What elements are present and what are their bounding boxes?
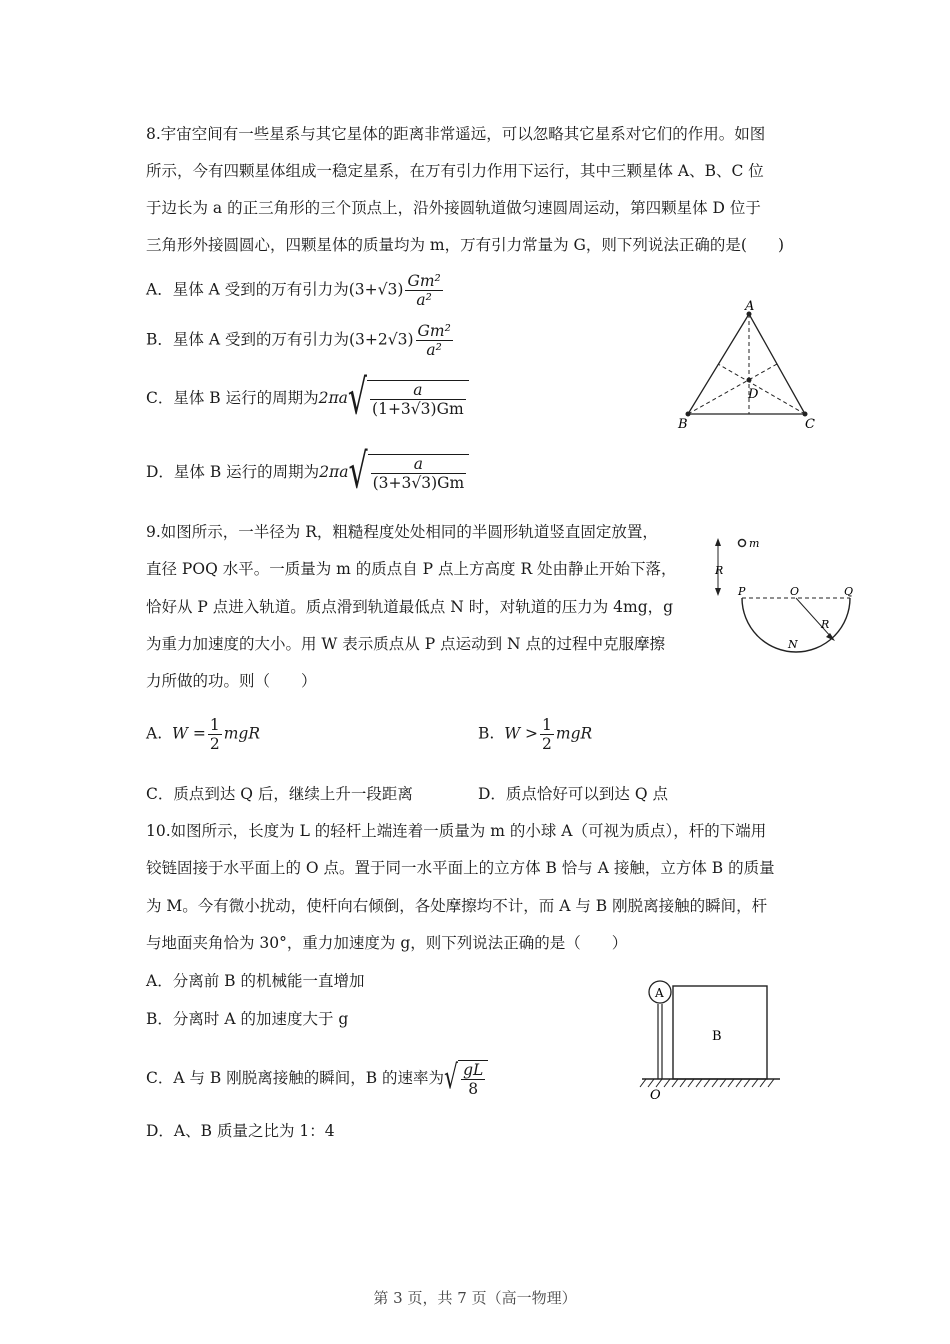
block-b-label: B	[712, 1029, 722, 1044]
ball-a-label: A	[655, 986, 664, 1000]
q8-option-c: C．星体 B 运行的周期为2πa√ $\frac{a}{(1+3√3)Gm}$	[146, 380, 469, 418]
q10-line-2: 铰链固接于水平面上的 O 点。置于同一水平面上的立方体 B 恰与 A 接触，立方体 B 的质量	[146, 859, 775, 877]
q9-option-a: A. W = $\frac{1}{2}$ mgR	[146, 716, 261, 753]
q10-line-1: 10.如图所示，长度为 L 的轻杆上端连着一质量为 m 的小球 A（可视为质点），杆的下端用	[146, 822, 767, 840]
q9-option-d: D．质点恰好可以到达 Q 点	[478, 785, 668, 803]
point-n-label: N	[788, 638, 798, 651]
pivot-o-label: O	[650, 1088, 661, 1103]
q9-line-4: 为重力加速度的大小。用 W 表示质点从 P 点运动到 N 点的过程中克服摩擦	[146, 635, 665, 653]
q9-line-2: 直径 POQ 水平。一质量为 m 的质点自 P 点上方高度 R 处由静止开始下落，	[146, 560, 677, 578]
q9-option-b: B. W > $\frac{1}{2}$ mgR	[478, 716, 593, 753]
point-q-label: Q	[844, 585, 854, 598]
mass-m-label: m	[749, 537, 760, 550]
q8-line-2: 所示，今有四颗星体组成一稳定星系，在万有引力作用下运行，其中三颗星体 A、B、C 位	[146, 162, 764, 180]
point-p-label: P	[738, 585, 746, 598]
q10-option-a: A．分离前 B 的机械能一直增加	[146, 972, 365, 990]
q8-option-a: A．星体 A 受到的万有引力为(3+√3) $\frac{\text{Gm²}}{\text{a²}}$	[146, 272, 441, 309]
q9-line-3: 恰好从 P 点进入轨道。质点滑到轨道最低点 N 时，对轨道的压力为 4mg，g	[146, 598, 674, 616]
q10-line-3: 为 M。今有微小扰动，使杆向右倾倒，各处摩擦均不计，而 A 与 B 刚脱离接触的瞬间，杆	[146, 897, 768, 915]
center-d-label: D	[748, 387, 759, 402]
q10-rod-block-figure	[640, 978, 785, 1103]
vertex-b-label: B	[678, 417, 688, 432]
q8-option-d: D．星体 B 运行的周期为2πa√ $\frac{a}{(3+3√3)Gm}$	[146, 454, 469, 492]
q9-option-c: C．质点到达 Q 后，继续上升一段距离	[146, 785, 413, 803]
q8-option-b: B．星体 A 受到的万有引力为(3+2√3) $\frac{\text{Gm²}}{\text{a²}}$	[146, 322, 451, 359]
q10-option-d: D．A、B 质量之比为 1：4	[146, 1122, 335, 1140]
q8-line-1: 8.宇宙空间有一些星系与其它星体的距离非常遥远，可以忽略其它星系对它们的作用。如图	[146, 125, 766, 143]
q9-line-5: 力所做的功。则（ ）	[146, 672, 317, 690]
height-r-label: R	[715, 564, 724, 577]
q9-line-1: 9.如图所示，一半径为 R，粗糙程度处处相同的半圆形轨道竖直固定放置，	[146, 523, 658, 541]
q10-option-c: C．A 与 B 刚脱离接触的瞬间，B 的速率为√ $\frac{gL}{8}$	[146, 1060, 488, 1098]
radius-r-label: R	[821, 618, 830, 631]
page-footer: 第 3 页，共 7 页（高一物理）	[373, 1289, 577, 1307]
q8-line-4: 三角形外接圆圆心，四颗星体的质量均为 m，万有引力常量为 G，则下列说法正确的是( )	[146, 236, 785, 254]
vertex-a-label: A	[745, 299, 755, 314]
point-o-label: O	[790, 585, 800, 598]
q10-option-b: B．分离时 A 的加速度大于 g	[146, 1010, 349, 1028]
q9-semicircle-figure	[708, 532, 868, 662]
q8-line-3: 于边长为 a 的正三角形的三个顶点上，沿外接圆轨道做匀速圆周运动，第四颗星体 D 位于	[146, 199, 761, 217]
q10-line-4: 与地面夹角恰为 30°，重力加速度为 g，则下列说法正确的是（ ）	[146, 934, 628, 952]
vertex-c-label: C	[805, 417, 815, 432]
q8-triangle-figure	[670, 296, 830, 436]
